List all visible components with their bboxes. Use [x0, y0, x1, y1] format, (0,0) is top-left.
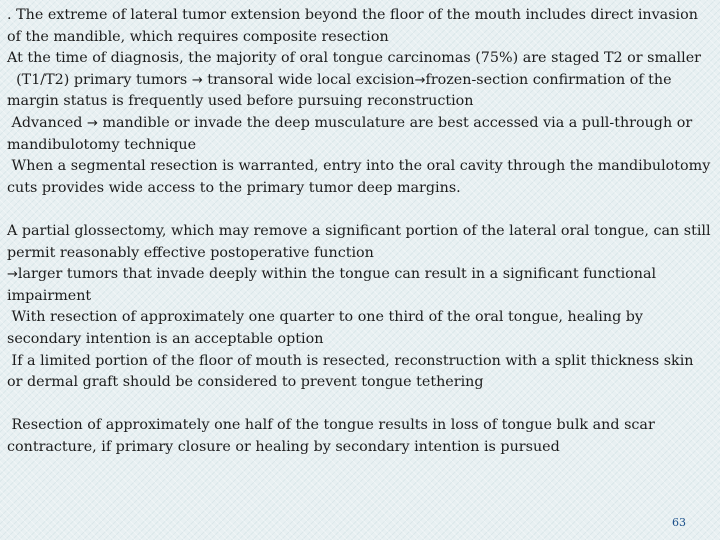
paragraph-half-tongue: [7, 415, 713, 458]
spacer: [7, 199, 713, 221]
paragraph-segmental-resection: [7, 156, 713, 199]
paragraph-quarter-resection: [7, 307, 713, 350]
excision-text: transoral wide local excision: [207, 71, 415, 88]
slide-body: [7, 5, 713, 458]
frozen-section-text: frozen-section confirmation of the margin status is frequently used before pursuing reconstruction: [7, 71, 672, 110]
paragraph-partial-glossectomy: A partial glossectomy, which may remove a significant portion of the lateral oral tongue, can still permit reasonably effective postoperative function: [7, 222, 711, 261]
paragraph-staging: At the time of diagnosis, the majority of oral tongue carcinomas (75%) are staged T2 or smaller: [7, 50, 701, 67]
half-tongue-text: Resection of approximately one half of the tongue results in loss of tongue bulk and scar contracture, if primary closure or healing by secondary intention is pursued: [7, 417, 655, 455]
t1-t2-label: (T1/T2) primary tumors: [16, 71, 188, 88]
quarter-resection-text: With resection of approximately one quarter to one third of the oral tongue, healing by secondary intention is an acceptable option: [7, 309, 643, 347]
paragraph-mandible-invasion: . The extreme of lateral tumor extension beyond the floor of the mouth includes direct invasion of the mandible, which requires composite resection: [7, 7, 698, 45]
paragraph-larger-tumors: [7, 264, 713, 307]
right-arrow-icon: →: [7, 267, 18, 283]
floor-of-mouth-text: If a limited portion of the floor of mouth is resected, reconstruction with a split thickness skin or dermal graft should be considered to prevent tongue tethering: [7, 352, 694, 391]
advanced-text: mandible or invade the deep musculature are best accessed via a pull-through or mandibulotomy technique: [7, 114, 693, 153]
page-number: 63: [672, 516, 686, 529]
right-arrow-icon: →: [191, 72, 203, 88]
advanced-label: Advanced: [11, 114, 83, 131]
paragraph-t1-t2-treatment: [7, 70, 713, 113]
right-arrow-icon: →: [87, 115, 98, 131]
larger-tumors-text: larger tumors that invade deeply within the tongue can result in a significant functional impairment: [7, 266, 657, 304]
right-arrow-icon: →: [414, 72, 426, 88]
paragraph-floor-of-mouth: [7, 351, 713, 394]
spacer: [7, 394, 713, 416]
segmental-resection-text: When a segmental resection is warranted, entry into the oral cavity through the mandibulotomy cuts provides wide access to the primary tumor deep margins.: [7, 158, 711, 196]
paragraph-advanced: [7, 113, 713, 156]
